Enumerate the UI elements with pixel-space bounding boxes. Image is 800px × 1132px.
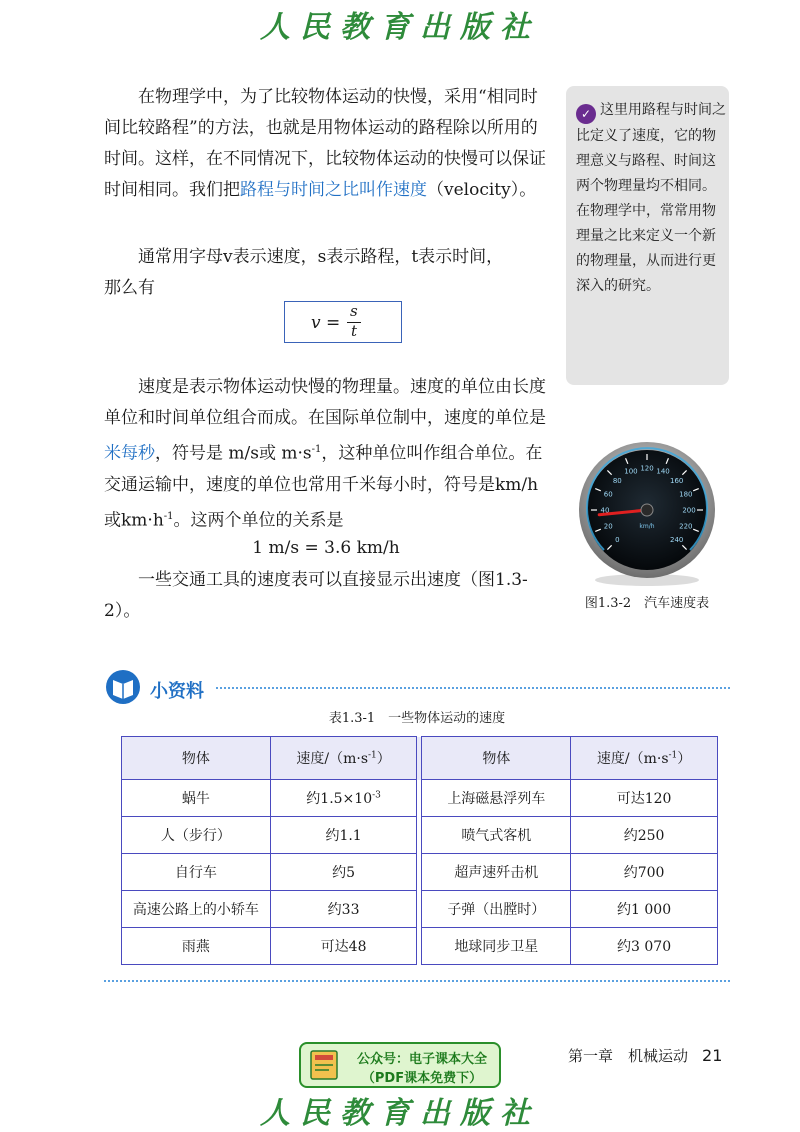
formula-numerator: s xyxy=(350,302,358,320)
speed-table xyxy=(121,736,718,965)
table-row: 雨燕 可达48 地球同步卫星 约3 070 xyxy=(122,928,718,965)
chapter-label: 第一章 机械运动 21 xyxy=(568,1046,723,1065)
badge-line-2: （PDF课本免费下） xyxy=(361,1071,483,1086)
gauge-tick-label: 80 xyxy=(612,476,622,485)
highlight-speed-definition: 路程与时间之比叫作速度 xyxy=(240,180,427,200)
header-object-left: 物体 xyxy=(122,737,271,780)
info-title: 小资料 xyxy=(150,681,204,702)
info-book-icon xyxy=(104,668,144,706)
header-object-right: 物体 xyxy=(422,737,571,780)
info-divider xyxy=(216,687,730,689)
section-end-divider xyxy=(104,980,730,982)
sidebar-note xyxy=(566,86,729,385)
paragraph-symbols: 通常用字母v表示速度，s表示路程，t表示时间， xyxy=(138,247,504,267)
highlight-meter-per-second: 米每秒 xyxy=(104,443,155,464)
table-caption: 表1.3-1 一些物体运动的速度 xyxy=(328,711,506,726)
publisher-logo-footer: 人民教育出版社 xyxy=(260,1096,540,1131)
paragraph-units: 速度是表示物体运动快慢的物理量。速度的单位由长度单位和时间单位组合而成。在国际单位制中，速度的单位是米每秒，符号是 m/s或 $m\cdot s^{-1}$，这种单位叫作组合单位。在交通运输中，速度的单位也常用千米每小时，符号是km/h或$km\cdot h^{-1}$。这两个单位的关系是 xyxy=(104,377,546,531)
page-number: 21 xyxy=(702,1046,723,1065)
gauge-hub xyxy=(641,504,653,516)
gauge-tick-label: 240 xyxy=(670,536,684,545)
gauge-tick-label: 120 xyxy=(640,464,654,473)
paragraph-definition: 在物理学中，为了比较物体运动的快慢，采用“相同时间比较路程”的方法，也就是用物体运动的路程除以所用的时间。这样，在不同情况下，比较物体运动的快慢可以保证时间相同。我们把路程与时间之比叫作速度（velocity）。 xyxy=(104,87,546,200)
gauge-tick-label: 40 xyxy=(600,506,610,515)
promo-badge xyxy=(299,1042,501,1088)
speedometer-figure xyxy=(572,438,722,588)
gauge-tick-label: 60 xyxy=(603,490,613,499)
gauge-tick-label: 0 xyxy=(615,536,620,545)
gauge-unit-label: km/h xyxy=(639,523,655,530)
gauge-tick-label: 220 xyxy=(679,522,693,531)
unit-relation: 1 m/s = 3.6 km/h xyxy=(252,538,400,558)
gauge-tick-label: 180 xyxy=(679,490,693,499)
paragraph-speedometer: 一些交通工具的速度表可以直接显示出速度（图1.3-2）。 xyxy=(104,570,528,621)
table-row: 高速公路上的小轿车 约33 子弹（出膛时） 约1 000 xyxy=(122,891,718,928)
gauge-tick-label: 140 xyxy=(656,467,670,476)
table-row: 人（步行） 约1.1 喷气式客机 约250 xyxy=(122,817,718,854)
gauge-tick-label: 20 xyxy=(603,522,613,531)
formula-box xyxy=(284,301,402,343)
formula-lhs: v = xyxy=(311,313,341,333)
sidebar-text: 这里用路程与时间之比定义了速度，它的物理意义与路程、时间这两个物理量均不相同。在物理学中，常常用物理量之比来定义一个新的物理量，从而进行更深入的研究。 xyxy=(576,102,726,294)
gauge-tick-label: 160 xyxy=(670,476,684,485)
ebook-icon xyxy=(307,1048,341,1082)
table-row: 蜗牛 约$1.5\times 10^{-3}$ 上海磁悬浮列车 可达120 xyxy=(122,780,718,817)
tip-icon: ✓ xyxy=(576,104,596,124)
gauge-tick-label: 200 xyxy=(682,506,696,515)
header-speed-right: 速度$/(m\cdot s^{-1})$ xyxy=(571,737,718,780)
header-speed-left: 速度$/(m\cdot s^{-1})$ xyxy=(270,737,417,780)
table-header-row xyxy=(122,737,718,780)
paragraph-symbols-line2: 那么有 xyxy=(104,278,155,298)
table-row: 自行车 约5 超声速歼击机 约700 xyxy=(122,854,718,891)
badge-line-1: 公众号：电子课本大全 xyxy=(356,1052,487,1067)
figure-caption: 图1.3-2 汽车速度表 xyxy=(584,596,710,611)
publisher-logo: 人民教育出版社 xyxy=(260,10,540,45)
formula-denominator: t xyxy=(351,322,358,340)
gauge-tick-label: 100 xyxy=(624,467,638,476)
